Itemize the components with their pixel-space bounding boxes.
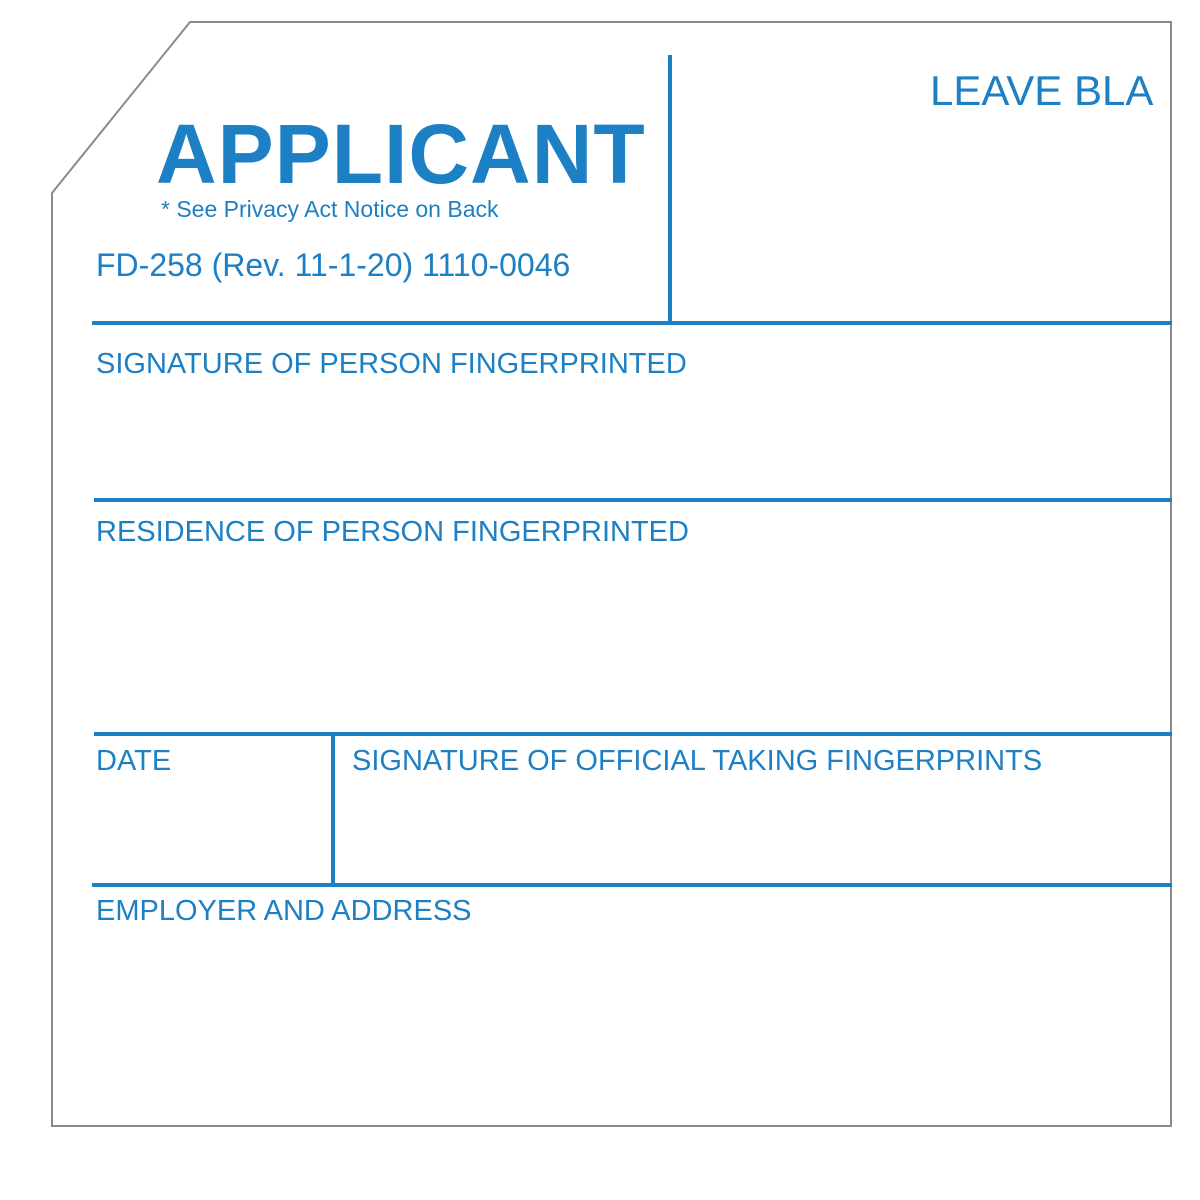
- employer-field-label: EMPLOYER AND ADDRESS: [96, 895, 472, 927]
- signature-field-rule: [94, 498, 1172, 502]
- header-divider: [668, 55, 672, 324]
- signature-field-label: SIGNATURE OF PERSON FINGERPRINTED: [96, 348, 687, 380]
- privacy-notice: * See Privacy Act Notice on Back: [161, 196, 499, 222]
- date-divider: [331, 735, 335, 885]
- official-signature-field-label: SIGNATURE OF OFFICIAL TAKING FINGERPRINTS: [352, 745, 1043, 777]
- residence-field-rule: [94, 732, 1172, 736]
- date-field-rule: [92, 883, 1172, 887]
- form-number: FD-258 (Rev. 11-1-20) 1110-0046: [96, 247, 571, 283]
- header-rule: [92, 321, 1172, 325]
- form-title: APPLICANT: [156, 107, 646, 201]
- date-field-label: DATE: [96, 745, 172, 777]
- residence-field-label: RESIDENCE OF PERSON FINGERPRINTED: [96, 516, 689, 548]
- leave-blank-label: LEAVE BLA: [930, 67, 1154, 114]
